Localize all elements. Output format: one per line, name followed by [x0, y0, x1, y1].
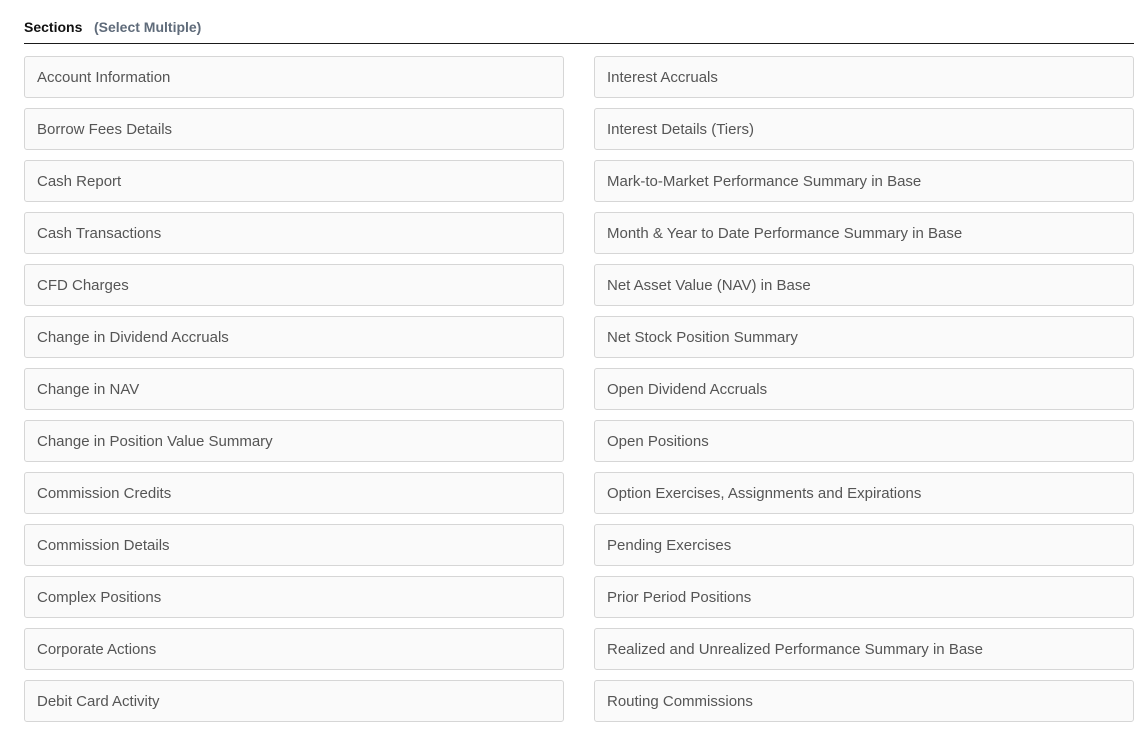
- sections-option-grid: [24, 56, 1134, 722]
- section-option-commission-details[interactable]: Commission Details: [24, 524, 564, 566]
- section-option-commission-credits[interactable]: Commission Credits: [24, 472, 564, 514]
- section-option-open-positions[interactable]: Open Positions: [594, 420, 1134, 462]
- section-option-corporate-actions[interactable]: Corporate Actions: [24, 628, 564, 670]
- section-option-account-information[interactable]: Account Information: [24, 56, 564, 98]
- section-option-borrow-fees-details[interactable]: Borrow Fees Details: [24, 108, 564, 150]
- section-option-routing-commissions[interactable]: Routing Commissions: [594, 680, 1134, 722]
- section-option-complex-positions[interactable]: Complex Positions: [24, 576, 564, 618]
- section-option-cash-report[interactable]: Cash Report: [24, 160, 564, 202]
- section-option-option-exercises-assignments-expirations[interactable]: Option Exercises, Assignments and Expirations: [594, 472, 1134, 514]
- section-option-change-in-nav[interactable]: Change in NAV: [24, 368, 564, 410]
- section-option-month-year-to-date-performance[interactable]: Month & Year to Date Performance Summary in Base: [594, 212, 1134, 254]
- section-option-realized-unrealized-performance[interactable]: Realized and Unrealized Performance Summary in Base: [594, 628, 1134, 670]
- section-option-mtm-performance-summary[interactable]: Mark-to-Market Performance Summary in Base: [594, 160, 1134, 202]
- section-option-cash-transactions[interactable]: Cash Transactions: [24, 212, 564, 254]
- section-option-prior-period-positions[interactable]: Prior Period Positions: [594, 576, 1134, 618]
- section-option-change-in-position-value-summary[interactable]: Change in Position Value Summary: [24, 420, 564, 462]
- section-option-debit-card-activity[interactable]: Debit Card Activity: [24, 680, 564, 722]
- sections-subtitle: (Select Multiple): [94, 19, 202, 35]
- section-option-net-asset-value[interactable]: Net Asset Value (NAV) in Base: [594, 264, 1134, 306]
- section-option-open-dividend-accruals[interactable]: Open Dividend Accruals: [594, 368, 1134, 410]
- section-option-change-in-dividend-accruals[interactable]: Change in Dividend Accruals: [24, 316, 564, 358]
- section-option-interest-accruals[interactable]: Interest Accruals: [594, 56, 1134, 98]
- sections-title: Sections: [24, 19, 83, 35]
- section-option-net-stock-position-summary[interactable]: Net Stock Position Summary: [594, 316, 1134, 358]
- section-option-pending-exercises[interactable]: Pending Exercises: [594, 524, 1134, 566]
- sections-header: [24, 16, 1134, 44]
- section-option-interest-details-tiers[interactable]: Interest Details (Tiers): [594, 108, 1134, 150]
- section-option-cfd-charges[interactable]: CFD Charges: [24, 264, 564, 306]
